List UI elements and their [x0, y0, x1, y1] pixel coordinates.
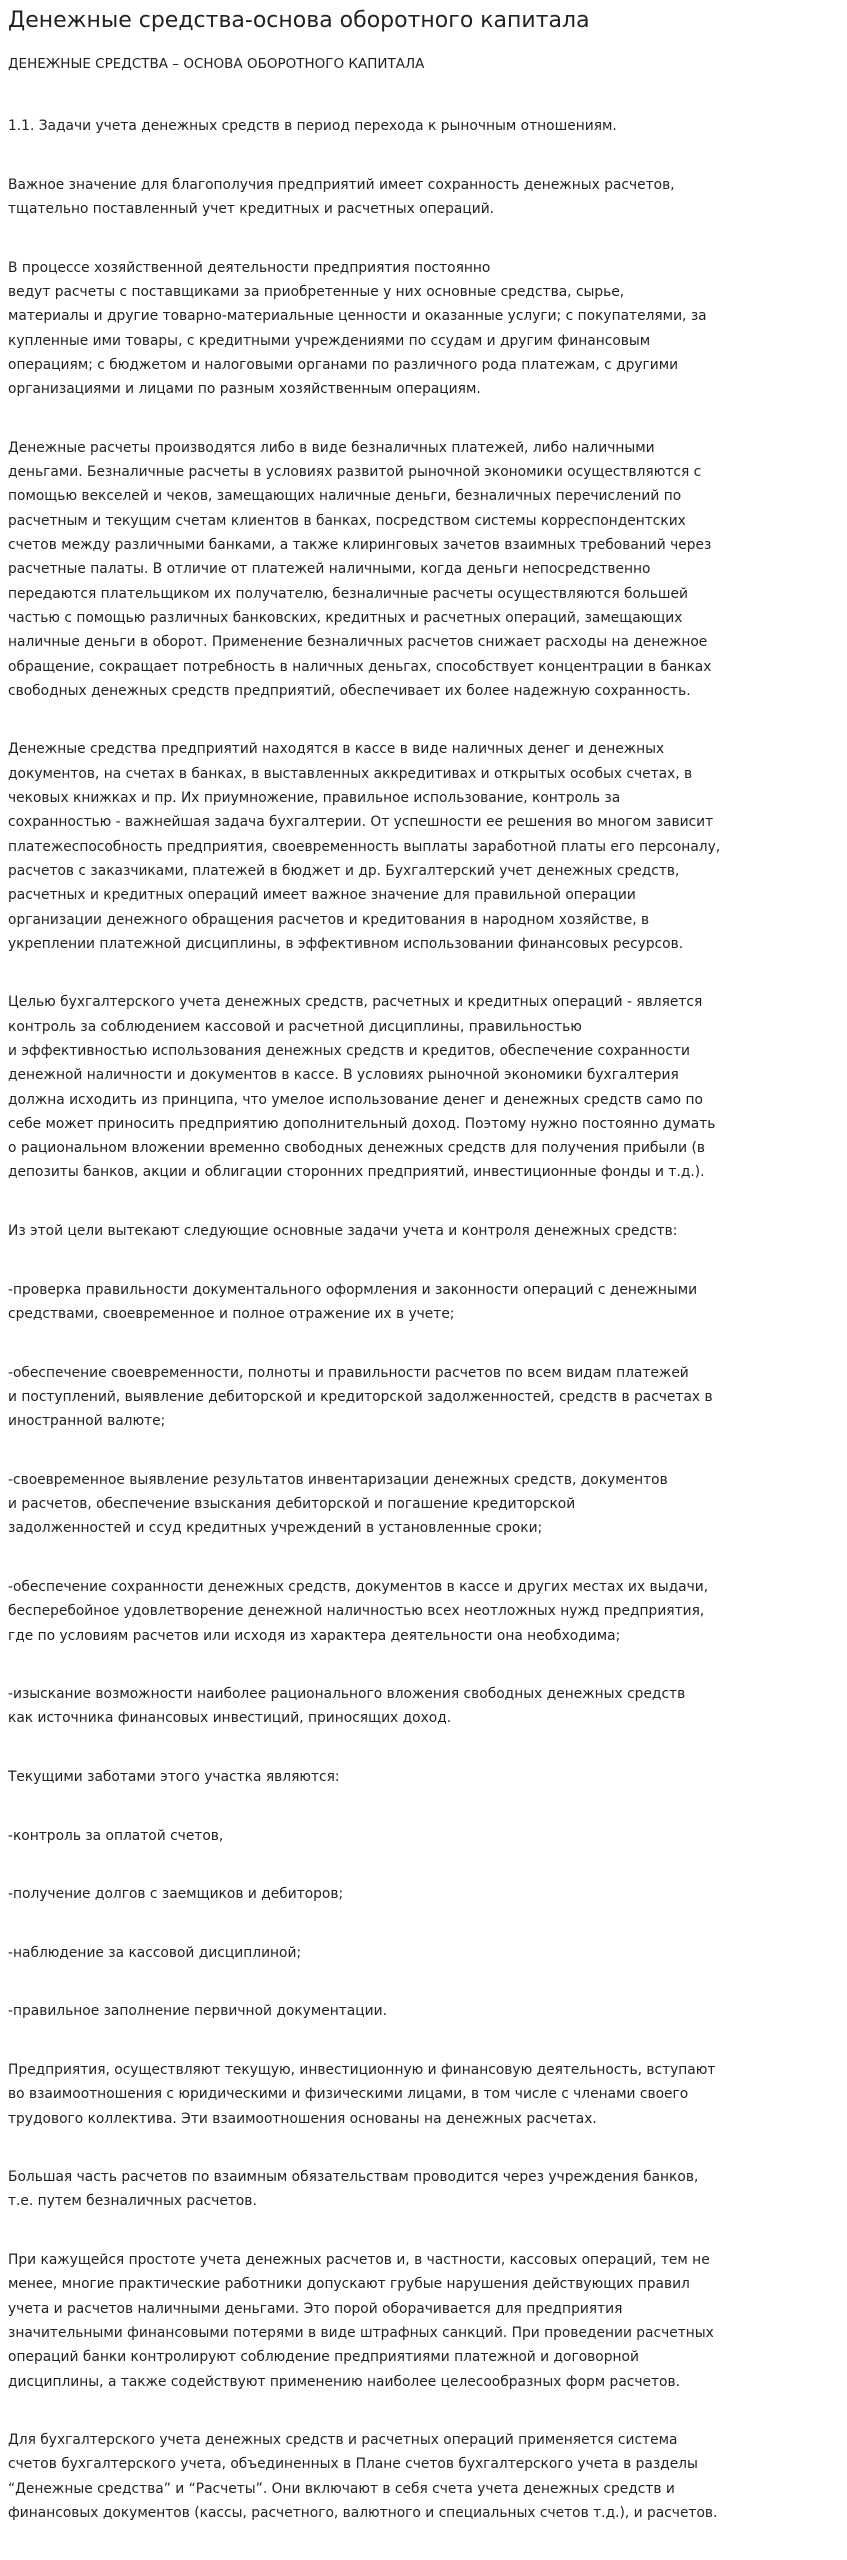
article-subtitle: ДЕНЕЖНЫЕ СРЕДСТВА – ОСНОВА ОБОРОТНОГО КАПИТАЛА	[8, 56, 425, 72]
paragraph: При кажущейся простоте учета денежных расчетов и, в частности, кассовых операций, тем не менее, многие практические работники допускают грубые нарушения действующих правил учета и расчетов наличными деньгами. Это порой оборачивается для предприятия значительными финансовыми потерями в виде штрафных санкций. При проведении расчетных операций банки контролируют соблюдение предприятиями платежной и договорной дисциплины, а также содействуют применению наиболее целесообразных форм расчетов.	[8, 2252, 714, 2390]
paragraph: В процессе хозяйственной деятельности предприятия постоянно ведут расчеты с поставщиками за приобретенные у них основные средства, сырье, материалы и другие товарно-материальные ценности и оказанные услуги; с покупателями, за купленные ими товары, с кредитными учреждениями по ссудам и другим финансовым операциям; с бюджетом и налоговыми органами по различного рода платежам, с другими организациями и лицами по разным хозяйственным операциям.	[8, 259, 707, 398]
list-item: -обеспечение сохранности денежных средств, документов в кассе и других местах их выдачи, бесперебойное удовлетворение денежной наличностью всех неотложных нужд предприятия, где по условиям расчетов или исходя из характера деятельности она необходима;	[8, 1578, 709, 1644]
paragraph: Для бухгалтерского учета денежных средств и расчетных операций применяется система счетов бухгалтерского учета, объединенных в Плане счетов бухгалтерского учета в разделы “Денежные средства” и “Расчеты”. Они включают в себя счета учета денежных средств и финансовых документов (кассы, расчетного, валютного и специальных счетов т.д.), и расчетов.	[8, 2432, 718, 2522]
page-title: Денежные средства-основа оборотного капитала	[8, 8, 590, 33]
article-body	[8, 90, 839, 2560]
list-item: -контроль за оплатой счетов,	[8, 1827, 224, 1844]
paragraph: Большая часть расчетов по взаимным обязательствам проводится через учреждения банков, т.е. путем безналичных расчетов.	[8, 2169, 699, 2210]
paragraph: Денежные расчеты производятся либо в виде безналичных платежей, либо наличными деньгами. Безналичные расчеты в условиях развитой рыночной экономики осуществляются с помощью векселей и чеков, замещающих наличные деньги, безналичных перечислений по расчетным и текущим счетам клиентов в банках, посредством системы корреспондентских счетов между различными банками, а также клиринговых зачетов взаимных требований через расчетные палаты. В отличие от платежей наличными, когда деньги непосредственно передаются плательщиком их получателю, безналичные расчеты осуществляются большей частью с помощью различных банковских, кредитных и расчетных операций, замещающих наличные деньги в оборот. Применение безналичных расчетов снижает расходы на денежное обращение, сокращает потребность в наличных деньгах, способствует концентрации в банках свободных денежных средств предприятий, обеспечивает их более надежную сохранность.	[8, 439, 712, 699]
list-item: -получение долгов с заемщиков и дебиторов;	[8, 1886, 344, 1903]
list-item: -проверка правильности документального оформления и законности операций с денежными средствами, своевременное и полное отражение их в учете;	[8, 1281, 698, 1322]
paragraph: Из этой цели вытекают следующие основные задачи учета и контроля денежных средств:	[8, 1223, 678, 1240]
paragraph: Текущими заботами этого участка являются:	[8, 1769, 340, 1785]
list-item: -обеспечение своевременности, полноты и правильности расчетов по всем видам платежей и поступлений, выявление дебиторской и кредиторской задолженностей, средств в расчетах в иностранной валюте;	[8, 1364, 713, 1430]
list-item: -своевременное выявление результатов инвентаризации денежных средств, документов и расчетов, обеспечение взыскания дебиторской и погашение кредиторской задолженностей и ссуд кредитных учреждений в установленные сроки;	[8, 1471, 668, 1537]
list-item: -наблюдение за кассовой дисциплиной;	[8, 1944, 302, 1961]
section-heading: 1.1. Задачи учета денежных средств в период перехода к рыночным отношениям.	[8, 118, 617, 135]
paragraph: Предприятия, осуществляют текущую, инвестиционную и финансовую деятельность, вступают во взаимоотношения с юридическими и физическими лицами, в том числе с членами своего трудового коллектива. Эти взаимоотношения основаны на денежных расчетах.	[8, 2061, 716, 2127]
list-item: -правильное заполнение первичной документации.	[8, 2003, 387, 2020]
paragraph: Целью бухгалтерского учета денежных средств, расчетных и кредитных операций - является контроль за соблюдением кассовой и расчетной дисциплины, правильностью и эффективностью использования денежных средств и кредитов, обеспечение сохранности денежной наличности и документов в кассе. В условиях рыночной экономики бухгалтерия должна исходить из принципа, что умелое использование денег и денежных средств само по себе может приносить предприятию дополнительный доход. Поэтому нужно постоянно думать о рациональном вложении временно свободных денежных средств для получения прибыли (в депозиты банков, акции и облигации сторонних предприятий, инвестиционные фонды и т.д.).	[8, 994, 716, 1181]
paragraph: Важное значение для благополучия предприятий имеет сохранность денежных расчетов, тщательно поставленный учет кредитных и расчетных операций.	[8, 176, 675, 218]
list-item: -изыскание возможности наиболее рационального вложения свободных денежных средств как источника финансовых инвестиций, приносящих доход.	[8, 1686, 686, 1727]
paragraph: Денежные средства предприятий находятся в кассе в виде наличных денег и денежных документов, на счетах в банках, в выставленных аккредитивах и открытых особых счетах, в чековых книжках и пр. Их приумножение, правильное использование, контроль за сохранностью - важнейшая задача бухгалтерии. От успешности ее решения во многом зависит платежеспособность предприятия, своевременность выплаты заработной платы его персоналу, расчетов с заказчиками, платежей в бюджет и др. Бухгалтерский учет денежных средств, расчетных и кредитных операций имеет важное значение для правильной операции организации денежного обращения расчетов и кредитования в народном хозяйстве, в укреплении платежной дисциплины, в эффективном использовании финансовых ресурсов.	[8, 741, 721, 952]
